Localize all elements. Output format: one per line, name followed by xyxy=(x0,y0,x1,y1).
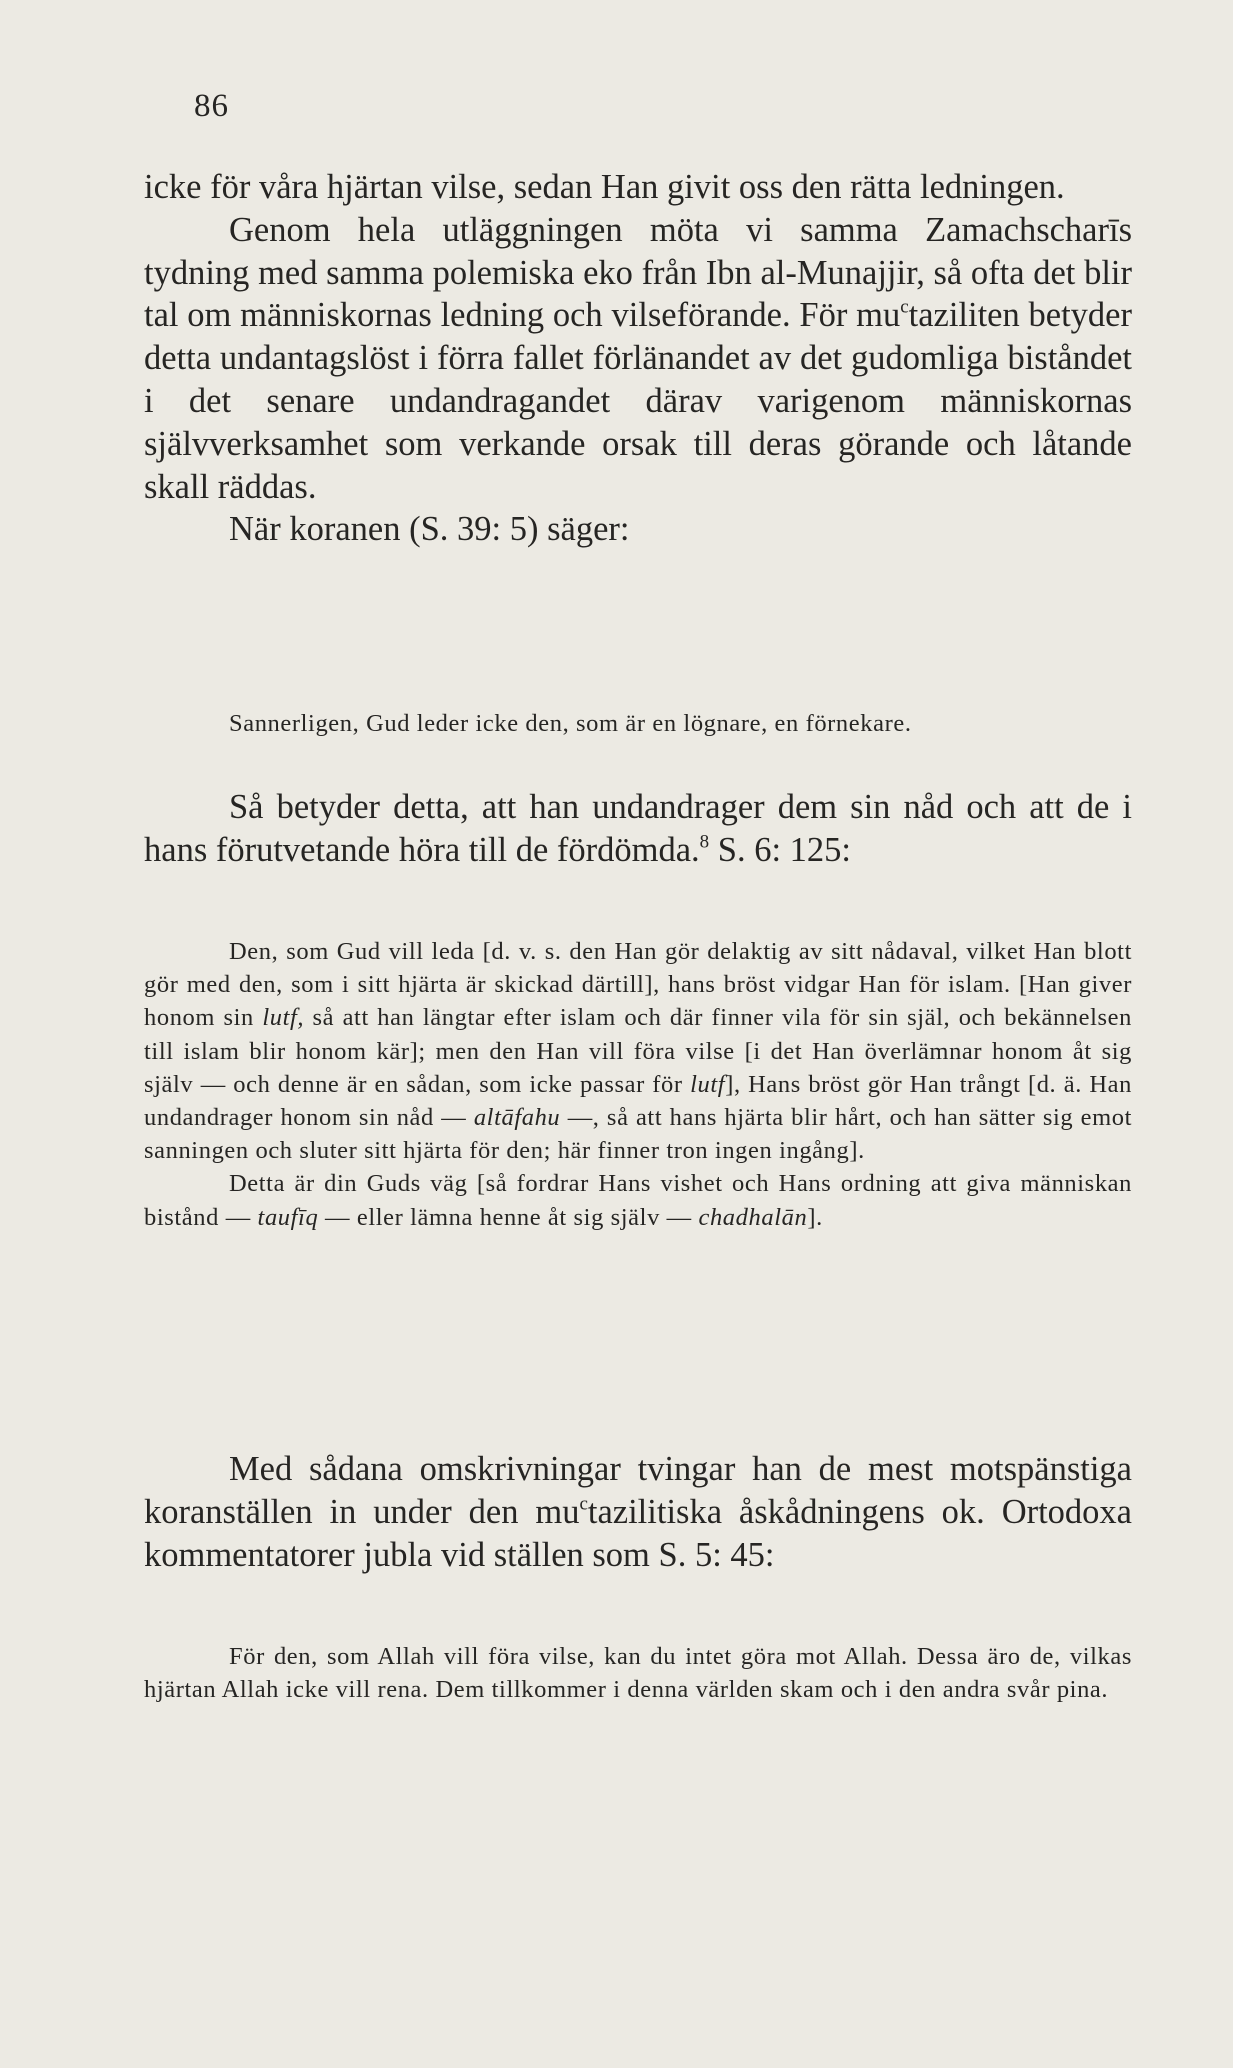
quote-text: — eller lämna henne åt sig själv — xyxy=(318,1203,699,1231)
quote-sura-5: För den, som Allah vill föra vilse, kan du intet göra mot Allah. Dessa äro de, vilkas hjärtan Allah icke vill rena. Dem tillkommer i denna världen skam och i den andra svår pina. xyxy=(144,1643,1132,1704)
paragraph-undandrager xyxy=(144,786,1132,872)
quote-guds-vag xyxy=(144,1167,1132,1233)
paragraph-text: Med sådana omskrivningar tvingar han de mest motspänstiga koranställen in under den mu xyxy=(144,1450,1132,1531)
quote-block-2 xyxy=(144,935,1132,1234)
quote-text: ]. xyxy=(807,1203,823,1231)
arabic-term: altāfahu xyxy=(473,1104,561,1132)
arabic-term: taufīq xyxy=(257,1203,319,1231)
body-block-2 xyxy=(144,786,1132,872)
paragraph-continuation: icke för våra hjärtan vilse, sedan Han givit oss den rätta ledningen. xyxy=(144,168,1065,206)
paragraph-text: Genom hela utläggningen möta vi samma Zamachscharīs tydning med samma polemiska eko från Ibn al-Munajjir, så ofta det blir tal om människornas ledning och vilseförande. För mu xyxy=(144,210,1132,335)
body-block-3 xyxy=(144,1448,1132,1576)
arabic-term: lutf, xyxy=(262,1004,305,1032)
body-block-1 xyxy=(144,166,1132,551)
paragraph-koran-39: När koranen (S. 39: 5) säger: xyxy=(229,510,630,549)
quote-text: —, så att hans hjärta blir hårt, och han sätter sig emot sanningen och sluter sitt hjärta för den; här finner tron ingen ingång]. xyxy=(144,1104,1133,1165)
footnote-marker: 8 xyxy=(699,831,710,853)
ayn-superscript: c xyxy=(900,297,909,319)
quote-text: ], Hans bröst gör Han trångt [d. ä. Han undandrager honom sin nåd — xyxy=(144,1070,1132,1132)
paragraph-text: taziliten betyder detta undantagslöst i förra fallet förlänandet av det gudomliga biståndet i det senare undandragandet därav varigenom människornas självverksamhet som verkande orsak till deras görande och låtande skall räddas. xyxy=(144,296,1132,506)
quote-text: så att han längtar efter islam och där finner vila för sin själ, och bekännelsen till islam blir honom kär]; men den Han vill föra vilse [i det Han överlämnar honom åt sig själv — och denne är en sådan, som icke passar för xyxy=(144,1004,1132,1098)
ayn-superscript: c xyxy=(579,1493,588,1515)
quote-sura-39: Sannerligen, Gud leder icke den, som är en lögnare, en förnekare. xyxy=(229,710,912,737)
quote-text: Detta är din Guds väg [så fordrar Hans vishet och Hans ordning att giva människan bistånd — xyxy=(144,1170,1132,1231)
paragraph-text: Så betyder detta, att han undandrager dem sin nåd och att de i hans förutvetande höra till de fördömda. xyxy=(144,788,1132,869)
quote-text: Den, som Gud vill leda [d. v. s. den Han gör delaktig av sitt nådaval, vilket Han blott gör med den, som i sitt hjärta är skickad därtill], hans bröst vidgar Han för islam. [Han giver honom sin xyxy=(144,938,1132,1032)
paragraph-zamachschari xyxy=(144,209,1132,509)
page-number: 86 xyxy=(194,88,229,124)
paragraph-text: S. 6: 125: xyxy=(709,830,851,869)
paragraph-text: tazilitiska åskådningens ok. Ortodoxa kommentatorer jubla vid ställen som S. 5: 45: xyxy=(144,1492,1132,1574)
quote-block-1 xyxy=(144,707,1132,740)
paragraph-omskrivningar xyxy=(144,1448,1132,1576)
arabic-term: lutf xyxy=(690,1070,726,1098)
arabic-term: chadhalān xyxy=(698,1203,808,1231)
quote-block-4 xyxy=(144,1640,1132,1706)
quote-sura-6 xyxy=(144,935,1132,1167)
